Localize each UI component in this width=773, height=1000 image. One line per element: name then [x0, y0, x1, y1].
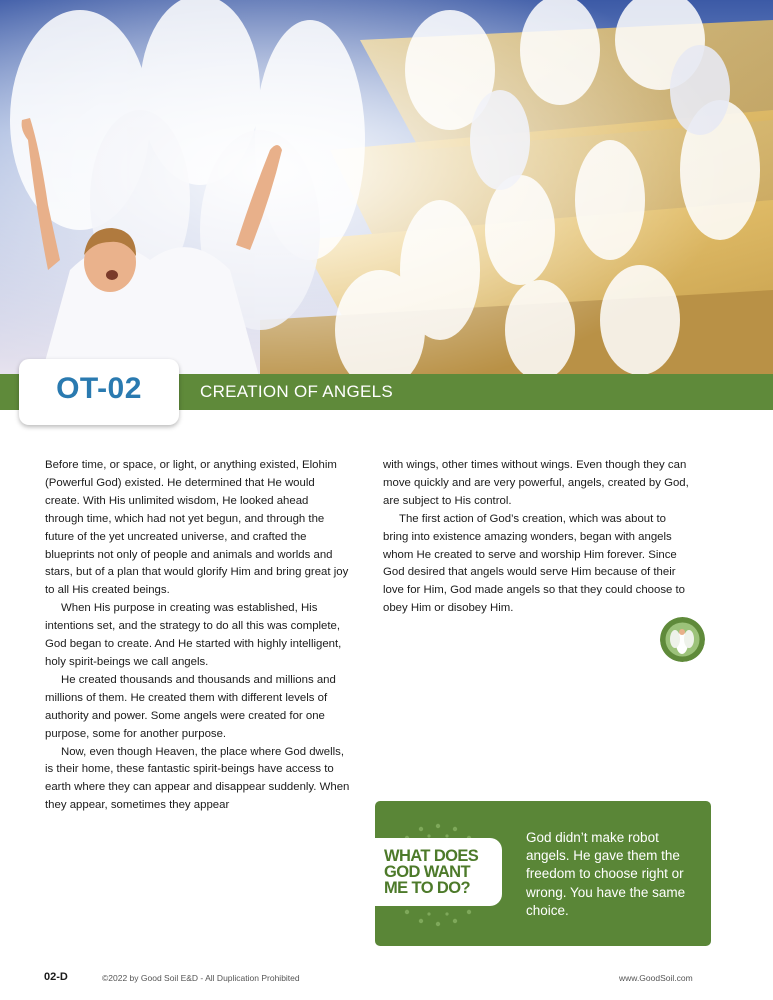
body-column-left	[45, 457, 350, 815]
lesson-code: OT-02	[56, 372, 142, 405]
paragraph: The first action of God’s creation, which was about to bring into existence amazing wonders, began with angels whom He created to serve and worship Him forever. Since God desired that angels would serve Him because of their love for Him, God made angels so that they could choose to obey Him or disobey Him.	[383, 512, 686, 615]
paragraph: He created thousands and thousands and millions and millions of them. He created them with different levels of authority and power. Some angels were created for one purpose, some for another purpose.	[45, 673, 336, 740]
paragraph: When His purpose in creating was established, His intentions set, and the strategy to do all this was complete, God began to create. And He started with highly intelligent, holy spirit-beings we call angels.	[45, 602, 342, 668]
page-number: 02-D	[44, 971, 68, 983]
angel-medallion-icon	[660, 617, 705, 662]
lesson-code-tab	[19, 359, 179, 425]
website-link[interactable]: www.GoodSoil.com	[619, 973, 693, 983]
copyright-notice: ©2022 by Good Soil E&D - All Duplication Prohibited	[102, 973, 300, 983]
paragraph: Now, even though Heaven, the place where God dwells, is their home, these fantastic spirit-beings have access to earth where they can appear and disappear suddenly. When they appear, sometimes they appear	[45, 745, 350, 812]
callout-text: God didn’t make robot angels. He gave them the freedom to choose right or wrong. You have the same choice.	[526, 830, 686, 918]
paragraph: with wings, other times without wings. Even though they can move quickly and are very powerful, angels, created by God, are subject to His control.	[383, 459, 689, 507]
angels-illustration	[0, 0, 773, 380]
angels-worship-icon	[0, 0, 773, 380]
callout-heading: WHAT DOES GOD WANT ME TO DO?	[384, 847, 479, 897]
lesson-title: CREATION OF ANGELS	[200, 382, 394, 401]
body-column-right	[383, 457, 693, 618]
paragraph: Before time, or space, or light, or anything existed, Elohim (Powerful God) existed. He determined that He would create. With His unlimited wisdom, He looked ahead through time, which had not yet begun, and through the future of the yet uncreated universe, and crafted the blueprints not only of people and animals and worlds and stars, but of a plan that would glorify Him and bring great joy to all His created beings.	[45, 459, 349, 597]
